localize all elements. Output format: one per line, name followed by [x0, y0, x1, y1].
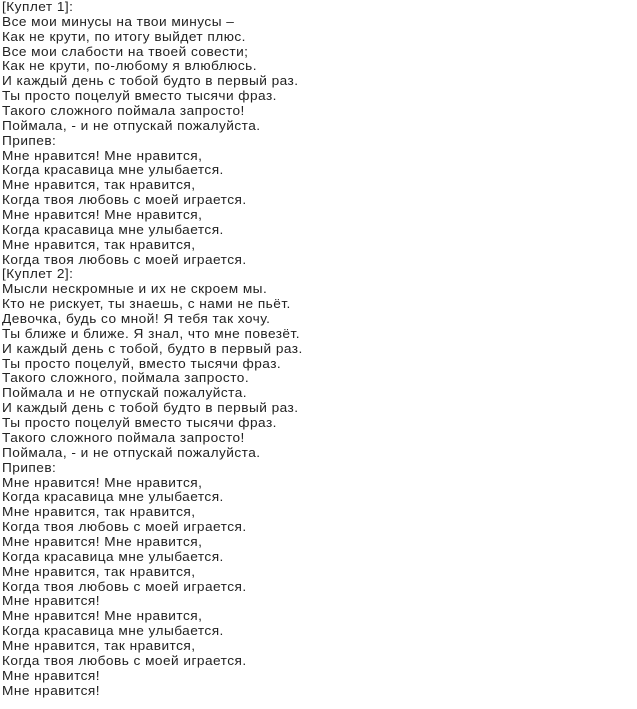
lyrics-line: Мне нравится, так нравится, — [2, 236, 196, 252]
lyrics-line: Все мои минусы на твои минусы – — [2, 13, 235, 29]
lyrics-line: Когда красавица мне улыбается. — [2, 221, 224, 237]
lyrics-line: Мне нравится! Мне нравится, — [2, 147, 203, 163]
lyrics-line: Мне нравится! Мне нравится, — [2, 533, 203, 549]
lyrics-line: Мысли нескромные и их не скроем мы. — [2, 281, 268, 297]
lyrics-line: Ты просто поцелуй вместо тысячи фраз. — [2, 415, 277, 431]
lyrics-line: Когда красавица мне улыбается. — [2, 489, 224, 505]
lyrics-line: Такого сложного, поймала запросто. — [2, 370, 250, 386]
lyrics-line: Ты просто поцелуй вместо тысячи фраз. — [2, 88, 277, 104]
lyrics-line: Припев: — [2, 459, 57, 475]
lyrics-line: Такого сложного поймала запросто! — [2, 429, 245, 445]
lyrics-line: Все мои слабости на твоей совести; — [2, 43, 249, 59]
lyrics-line: Когда красавица мне улыбается. — [2, 623, 224, 639]
lyrics-line: Когда твоя любовь с моей играется. — [2, 578, 247, 594]
lyrics-line: Когда твоя любовь с моей играется. — [2, 652, 247, 668]
lyrics-line: Мне нравится, так нравится, — [2, 637, 196, 653]
lyrics-line: И каждый день с тобой будто в первый раз. — [2, 400, 299, 416]
lyrics-line: Ты просто поцелуй, вместо тысячи фраз. — [2, 355, 282, 371]
lyrics-line: Как не крути, по итогу выйдет плюс. — [2, 28, 246, 44]
lyrics-line: Мне нравится! Мне нравится, — [2, 474, 203, 490]
lyrics-line: Поймала и не отпускай пожалуйста. — [2, 385, 248, 401]
lyrics-line: Мне нравится! Мне нравится, — [2, 207, 203, 223]
lyrics-line: Кто не рискует, ты знаешь, с нами не пьёт. — [2, 296, 291, 312]
lyrics-line: Мне нравится! — [2, 682, 101, 698]
lyrics-line: И каждый день с тобой, будто в первый раз. — [2, 340, 303, 356]
lyrics-text — [2, 0, 637, 698]
lyrics-line: Мне нравится! Мне нравится, — [2, 608, 203, 624]
lyrics-line: Ты ближе и ближе. Я знал, что мне повезёт. — [2, 325, 300, 341]
lyrics-line: Такого сложного поймала запросто! — [2, 103, 245, 119]
lyrics-line: Поймала, - и не отпускай пожалуйста. — [2, 444, 261, 460]
lyrics-line: Когда твоя любовь с моей играется. — [2, 519, 247, 535]
lyrics-line: Мне нравится, так нравится, — [2, 504, 196, 520]
lyrics-line: Мне нравится, так нравится, — [2, 563, 196, 579]
lyrics-line: Когда твоя любовь с моей играется. — [2, 251, 247, 267]
lyrics-line: Мне нравится! — [2, 667, 101, 683]
lyrics-line: Когда твоя любовь с моей играется. — [2, 192, 247, 208]
lyrics-line: Как не крути, по-любому я влюблюсь. — [2, 58, 257, 74]
lyrics-line: Мне нравится, так нравится, — [2, 177, 196, 193]
lyrics-line: Поймала, - и не отпускай пожалуйста. — [2, 117, 261, 133]
lyrics-line: Мне нравится! — [2, 593, 101, 609]
lyrics-line: Когда красавица мне улыбается. — [2, 548, 224, 564]
lyrics-line: Когда красавица мне улыбается. — [2, 162, 224, 178]
lyrics-line: Девочка, будь со мной! Я тебя так хочу. — [2, 311, 271, 327]
lyrics-line: [Куплет 1]: — [2, 0, 74, 14]
lyrics-line: [Куплет 2]: — [2, 266, 74, 282]
lyrics-line: И каждый день с тобой будто в первый раз. — [2, 73, 299, 89]
lyrics-line: Припев: — [2, 132, 57, 148]
